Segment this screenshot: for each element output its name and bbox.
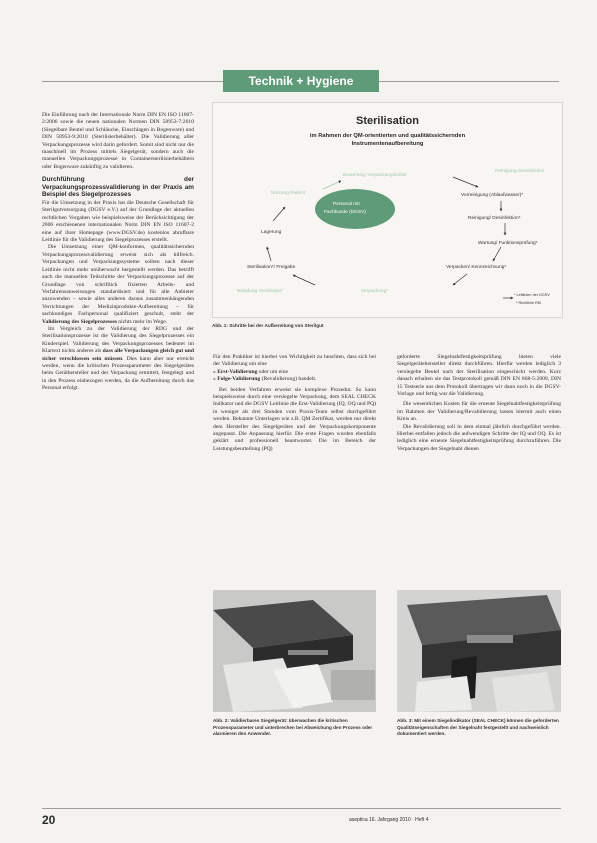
section-heading: Durchführung der Verpackungsprozessvalidierung in der Praxis am Beispiel des Siegelprozesses [42, 176, 194, 199]
arrow-r3-to-verpack [493, 247, 501, 261]
col3-paragraph-1: geforderte Siegelnahtfestigkeitsprüfung bieten viele Siegelgerätehersteller direkt durchführen. Hierfür werden lediglich 3 versiegelte Beutel nach der Sterilisation eingeschickt werden. Kurz danach erhalten sie das Testprotokoll gemäß DIN EN 868-5:2009, DIN 15 Testserie aus dem Protokoll übertragen wir dann noch in die DGSV-Vorlage und fertig war die Validierung. [397, 354, 561, 398]
legend-1: * Leitlinien der DGSV [514, 293, 550, 297]
diagram-subtitle-1: im Rahmen der QM-orientierten und qualitätssichernden [309, 133, 466, 139]
arrow-bottom-to-freigabe [293, 275, 315, 285]
paragraph-1: Für die Umsetzung in der Praxis hat die Deutsche Gesellschaft für Sterilgutversorgung (DGSV e.V.) auf der Grundlage der aktuellen rechtlichen Vorgaben wie beispielsweise der Berücksichtigung der 2006 erschienenen internationalen Norm DIN EN ISO 11607-2 eine auf ihrer Homepage (www.DGSV.de) kostenlos abrufbare Leitlinie für die Validierung des Siegelprozesses erstellt. [42, 200, 194, 244]
center-ellipse [315, 189, 395, 229]
col3-paragraph-3: Die Revalidierung soll in dem einmal jährlich durchgeführt werden. Hierbei entfallen jedoch die aufwendigen Schritte der IQ und OQ. Es ist lediglich eine erneute Siegelnahtfestigkeitsprüfung durchzuführen. Die Verpackungen der Siegelnaht dienen [397, 423, 561, 452]
paragraph-3: Im Vergleich zu der Validierung der RDG und der Sterilisationsprozesse ist die Validierung des Siegelprozesses ein Kinderspiel. Validierung des Verpackungsprozesses bedeutet im Klartext nichts anderes als dass alle Verpackungen gleich gut und sicher verschlossen sein müssen. Dies kann aber nur erreicht werden, wenn die kritischen Prozessparameter des Siegelgerätes beim Geräthersteller und der Verpackung ermittelt, festgelegt und in den Prozess einbezogen werden, da die Aufbereitung durch das Personal erfolgt. [42, 325, 195, 392]
section-banner: Technik + Hygiene [223, 70, 379, 92]
journal-source: aseptica 16. Jahrgang 2010 · Heft 4 [349, 817, 429, 823]
cycle-arrows [213, 103, 562, 317]
node-left-upper: Nutzung Patient [271, 191, 306, 196]
figure-2-caption: Abb. 2: Validierbares Siegelgerät: überwachen die kritischen Prozessparameter und unterbrechen bei Abweichung den Prozess oder alarmieren den Anwender. [213, 718, 373, 737]
center-label-1: Personal mit [333, 202, 360, 207]
validation-type-list [213, 369, 376, 384]
seal-check-image [397, 590, 561, 712]
column-middle [213, 354, 376, 453]
node-top-right: Reinigung Desinfektion [495, 169, 545, 174]
figure-1-caption: Abb. 1: Schritte bei der Aufbereitung von Sterilgut [212, 323, 324, 328]
sealing-device-photo [213, 590, 376, 712]
arrow-lager-to-top [273, 207, 285, 221]
footer-rule [42, 808, 561, 809]
column-right [397, 354, 561, 453]
node-vorreinigung: Vorreinigung (Ablaufwasser)* [461, 193, 524, 198]
top-rule-right [379, 81, 559, 82]
node-reinigung: Reinigung/ Desinfektion* [468, 216, 521, 221]
diagram-subtitle-2: Instrumentenaufbereitung [351, 141, 424, 147]
intro-paragraph: Die Einführung nach der Internationale Norm DIN EN ISO 11607-2:2006 sowie die neuen nationalen Normen DIN 58953-7:2010 (Siegelbare Beutel und Schläuche, Einschlagen in Bogenware) und DIN 58953-9:2010 (Sterilisierbehälter). Die Validierung aller Verpackungsprozesse wird darin gefordert. Somit sind nicht nur die maschinell im Prozess mittels Siegelgerät, sondern auch die manuellen Verpackungsprozesse in Containersterilisierbehältern oder Bogenware zukünftig zu validieren. [42, 112, 194, 170]
sealing-device-image [213, 590, 376, 712]
node-verpacken: Verpacken/ Kennzeichnung* [446, 265, 507, 270]
paragraph-2: Die Umsetzung einer QM-konformen, qualitätssichernden Verpackungsprozessvalidierung erweist sich als hilfreich. Verpackungen und Verpackungssysteme sollten nach dieser Leitlinie nicht mehr unüberwacht hergestellt werden. Das betrifft auch die manuellen Teilschritte der Verpackungsprozesse auf der Grundlage von schriftlich fixierten Arbeits- und Verfahrensanweisungen standardisiert und für alle Anbieter anzuwenden – sowie alles anderen daraus zusammenhängenden Verrichtungen der Medizinprodukte-Aufbereitung – für sachkundiges Fachpersonal qualifiziert geschult, steht der Validierung des Siegelprozesses nichts mehr im Wege. [42, 244, 194, 325]
center-label-2: Fachkunde (DGSV) [324, 210, 366, 215]
node-lagerung: Lagerung [261, 230, 282, 235]
arrow-top-to-r1 [453, 177, 478, 187]
col2-paragraph-2: Bei beiden Verfahren erweist sie komplexe Prozedur. So kann beispielsweise durch eine versiegelte Verpackung, dem SEAL CHECK Indikator und die DGSV Leitlinie die Erst-Validierung (IQ, OQ und PQ) in weniger als drei Stunden vom Praxis-Team selbst durchgeführt werden. Bekannte Unterlagen wie z.B. QM Zertifikat, werden nur direkt dem Hersteller des Siegelgerätes und der Verpackungskomponente angepasst. Die Anpassung hierfür. Die erste Fragen wurden ebenfalls geklärt und professionell beantwortet. Die im Bereich der Leistungsbeurteilung (PQ) [213, 386, 376, 452]
node-wartung: Wartung/ Funktionsprüfung* [478, 241, 538, 246]
node-bottom-left: Beladung Sterilisator* [237, 289, 284, 294]
legend-2: * Richtlinie RKI [516, 301, 542, 305]
arrow-freigabe-to-lager [267, 247, 271, 261]
diagram-title: Sterilisation [356, 115, 419, 127]
list-item: » Folge-Validierung (Revalidierung) handelt. [213, 376, 317, 383]
sterilisation-cycle-diagram [212, 102, 563, 318]
col3-paragraph-2: Die wesentlichen Kosten für die erneute Siegelnahtfestigkeitsprüfung im Rahmen der Validierung/Revalidierung lassen hiermit auch einen Kreis an. [397, 401, 561, 423]
arrow-verpack-to-bottom [453, 274, 467, 285]
page-number: 20 [42, 813, 56, 827]
col2-paragraph-1: Für den Praktiker ist hierbei von Wichtigkeit zu beachten, dass sich bei der Validierung um eine [213, 354, 376, 368]
node-bottom-right: Verpackung* [361, 289, 389, 294]
top-rule-left [42, 81, 223, 82]
node-top: Bewertung Verpackungsmittel [343, 173, 407, 178]
figure-3-caption: Abb. 3: Mit einem Siegelindikator (SEAL CHECK) können die geforderten Qualitätseigenschaften der Siegelnaht festgestellt und nachweislich dokumentiert werden. [397, 718, 559, 737]
node-freigabe: Sterilisation*/ Freigabe [247, 265, 296, 270]
list-item: » Erst-Validierung oder um eine [213, 368, 289, 375]
arrow-left-to-top [323, 181, 341, 189]
seal-check-photo [397, 590, 561, 712]
column-left [42, 112, 194, 393]
